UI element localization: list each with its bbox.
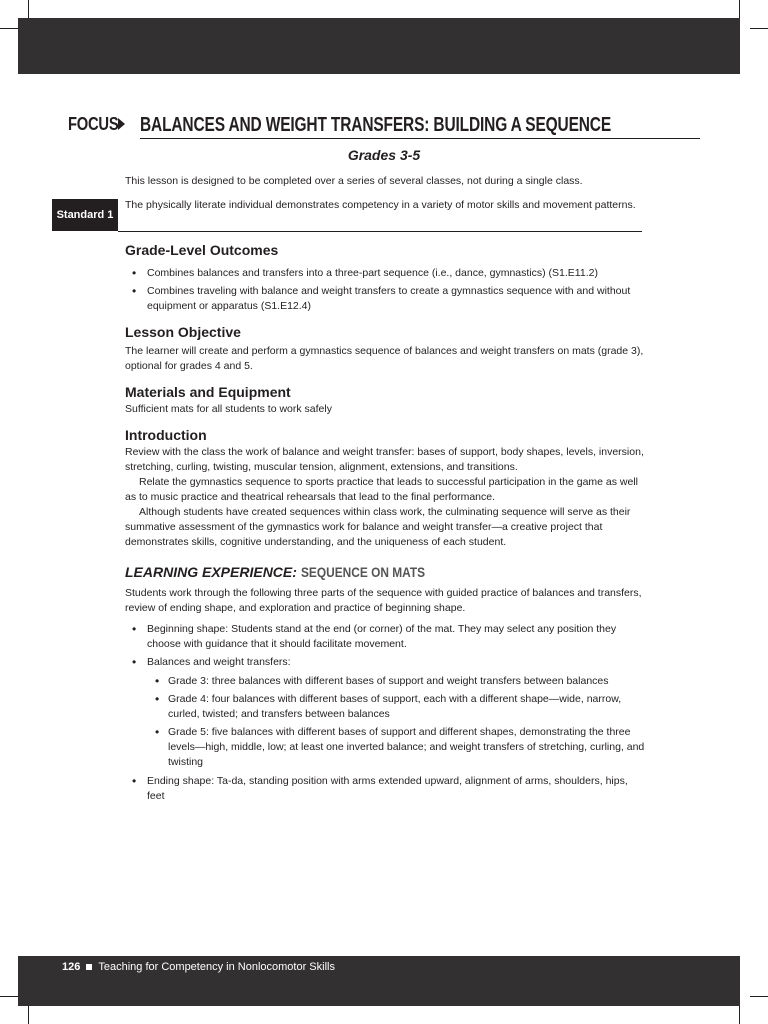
crop-mark bbox=[750, 996, 768, 997]
list-item bbox=[125, 655, 645, 670]
objective-heading: Lesson Objective bbox=[125, 324, 241, 340]
page-footer bbox=[62, 961, 335, 973]
list-item: • Combines traveling with balance and weight transfers to create a gymnastics sequence with and without equipment or apparatus (S1.E12.4) bbox=[125, 284, 645, 314]
crop-mark bbox=[750, 28, 768, 29]
title-underline bbox=[140, 138, 700, 139]
learning-intro: Students work through the following three parts of the sequence with guided practice of balances and transfers, review of ending shape, and exploration and practice of beginning shape. bbox=[125, 587, 642, 614]
introduction-paragraph: Although students have created sequences within class work, the culminating sequence will serve as their summative assessment of the gymnastics work for balance and weight transfer—a creative project that demonstrates skills, cognitive understanding, and the uniqueness of each student. bbox=[125, 506, 631, 548]
list-item: • Combines balances and transfers into a three-part sequence (i.e., dance, gymnastics) (S1.E11.2) bbox=[125, 266, 645, 281]
introduction-paragraph: Review with the class the work of balance and weight transfer: bases of support, body shapes, levels, inversion, stretching, curling, twisting, muscular tension, alignment, extensions, and transitions. bbox=[125, 446, 644, 473]
learning-experience-label: LEARNING EXPERIENCE: bbox=[125, 564, 297, 580]
materials-heading: Materials and Equipment bbox=[125, 384, 291, 400]
lesson-intro-note: This lesson is designed to be completed over a series of several classes, not during a single class. bbox=[125, 175, 583, 187]
crop-mark bbox=[739, 0, 740, 18]
learning-experience-title: SEQUENCE ON MATS bbox=[300, 564, 425, 580]
book-title: Teaching for Competency in Nonlocomotor Skills bbox=[98, 961, 335, 973]
focus-label: FOCUS bbox=[68, 114, 119, 134]
page-title: BALANCES AND WEIGHT TRANSFERS: BUILDING A SEQUENCE bbox=[140, 114, 612, 136]
sequence-list-end bbox=[125, 774, 645, 804]
page-number: 126 bbox=[62, 961, 81, 973]
crop-mark bbox=[0, 996, 18, 997]
balances-label: Balances and weight transfers: bbox=[147, 656, 291, 668]
introduction-paragraph: Relate the gymnastics sequence to sports practice that leads to successful participation in the game as well as to music practice and theatrical rehearsals that lead to the final performance. bbox=[125, 476, 639, 503]
list-item: • Ending shape: Ta-da, standing position with arms extended upward, alignment of arms, shoulders, hips, feet bbox=[125, 774, 645, 804]
page-title-row bbox=[68, 112, 642, 138]
list-item: • Grade 4: four balances with different bases of support, each with a different shape—wide, narrow, curled, twisted; and transfers between balances bbox=[125, 692, 645, 722]
sequence-list bbox=[125, 622, 645, 670]
grade-sublist bbox=[125, 674, 645, 770]
objective-text: The learner will create and perform a gymnastics sequence of balances and weight transfers on mats (grade 3), optional for grades 4 and 5. bbox=[125, 345, 644, 372]
materials-text: Sufficient mats for all students to work safely bbox=[125, 403, 332, 415]
introduction-heading: Introduction bbox=[125, 427, 207, 443]
crop-mark bbox=[739, 1006, 740, 1024]
grades-subtitle: Grades 3-5 bbox=[347, 147, 421, 163]
crop-mark bbox=[28, 1006, 29, 1024]
square-bullet-icon bbox=[86, 964, 92, 970]
standard-badge: Standard 1 bbox=[52, 199, 118, 231]
outcomes-heading: Grade-Level Outcomes bbox=[125, 242, 279, 258]
standard-text: The physically literate individual demonstrates competency in a variety of motor skills and movement patterns. bbox=[125, 199, 636, 211]
list-item: • Grade 5: five balances with different bases of support and different shapes, demonstrating the three levels—high, middle, low; at least one inverted balance; and weight transfers of stretching, curling, and twisting bbox=[125, 725, 645, 770]
learning-experience-heading bbox=[125, 562, 645, 582]
crop-mark bbox=[28, 0, 29, 18]
list-item: • Grade 3: three balances with different bases of support and weight transfers between balances bbox=[125, 674, 645, 689]
focus-arrow-icon bbox=[118, 118, 125, 130]
outcomes-list bbox=[125, 266, 645, 314]
crop-mark bbox=[0, 28, 18, 29]
lesson-body bbox=[125, 240, 645, 804]
standard-divider bbox=[118, 231, 642, 232]
header-band bbox=[18, 18, 740, 74]
list-item: • Beginning shape: Students stand at the end (or corner) of the mat. They may select any position they choose with guidance that it should facilitate movement. bbox=[125, 622, 645, 652]
